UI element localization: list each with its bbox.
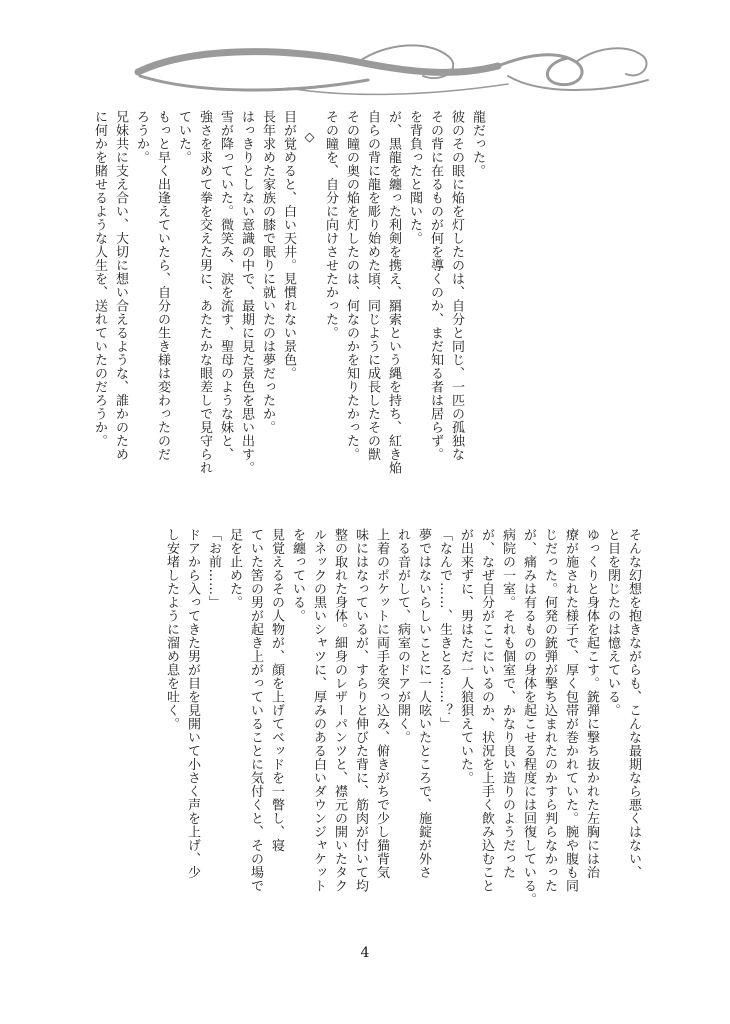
text-line: 龍だった。: [470, 110, 485, 178]
text-line: ゆっくりと身体を起こす。銃弾に撃ち抜かれた左胸には治: [584, 528, 599, 879]
text-line: その瞳を、自分に向けさせたかった。: [323, 110, 338, 340]
dialogue-line: 「お前……」: [206, 528, 221, 609]
text-line: 長年求めた家族の膝で眠りに就いたのは夢だったか。: [260, 110, 275, 434]
text-line: 強さを求めて拳を交えた男に、あたたかな眼差しで見守られ: [197, 110, 212, 475]
text-line: し安堵したように溜め息を吐く。: [164, 528, 179, 731]
text-line: 療が施された様子で、厚く包帯が巻かれていた。腕や腹も同: [563, 528, 578, 893]
text-line: ていた。: [176, 110, 191, 164]
text-line: はっきりとしない意識の中で、最期に見た景色を思い出す。: [239, 110, 254, 475]
text-line: じだった。何発の銃弾が撃ち込まれたのかすら判らなかった: [542, 528, 557, 893]
text-line: ルネックの黒いシャツに、厚みのある白いダウンジャケット: [311, 528, 326, 893]
text-line: が、黒龍を纏った利剣を携え、羂索という縄を持ち、紅き焔: [386, 110, 401, 475]
text-line: 足を止めた。: [227, 528, 242, 609]
text-line: 彼のその眼に焔を灯したのは、自分と同じ、一匹の孤独な: [449, 110, 464, 461]
text-line: 上着のポケットに両手を突っ込み、俯きがちで少し猫背気: [374, 528, 389, 879]
text-line: 見覚えるその人物が、顔を上げてベッドを一瞥し、寝: [269, 528, 284, 852]
text-line: ろうか。: [134, 110, 149, 164]
text-line: 病院の一室。それも個室で、かなり良い造りのようだった: [500, 528, 515, 879]
text-line: ドアから入ってきた男が目を見開いて小さく声を上げ、少: [185, 528, 200, 879]
text-line: 兄妹共に支え合い、大切に想い合えるような、誰かのため: [113, 110, 128, 461]
text-line: その瞳の奥の焔を灯したのは、何なのかを知りたかった。: [344, 110, 359, 461]
text-line: に何かを賭せるような人生を、送れていたのだろうか。: [92, 110, 107, 448]
text-line: もっと早く出逢えていたら、自分の生き様は変わったのだ: [155, 110, 170, 461]
text-line: その背に在るものが何を導くのか、まだ知る者は居らず。: [428, 110, 443, 461]
decorative-flourish: [128, 36, 658, 98]
page-number: 4: [360, 945, 370, 961]
text-line: ていた筈の男が起き上がっていることに気付くと、その場で: [248, 528, 263, 893]
text-line: と目を閉じたのは憶えている。: [605, 528, 620, 717]
text-line: を纏っている。: [290, 528, 305, 623]
text-line: 味にはなっているが、すらりと伸びた背に、筋肉が付いて均: [353, 528, 368, 893]
upper-text-block: [89, 110, 488, 510]
text-line: が、なぜ自分がここにいるのか、状況を上手く飲み込むこと: [479, 528, 494, 893]
text-line: が出来ずに、男はただ一人狼狽えていた。: [458, 528, 473, 785]
text-line: 整の取れた身体。細身のレザーパンツと、襟元の開いたタク: [332, 528, 347, 893]
text-line: 夢ではないらしいことに一人呟いたところで、施錠が外さ: [416, 528, 431, 879]
text-line: れる音がして、病室のドアが開く。: [395, 528, 410, 744]
text-line: 目が覚めると、白い天井。見慣れない景色。: [281, 110, 296, 380]
scene-break-diamond: ◇: [302, 130, 317, 146]
lower-text-block: [161, 528, 644, 938]
text-line: が、痛みは有るものの身体を起こせる程度には回復している。: [521, 528, 536, 906]
text-line: そんな幻想を抱きながらも、こんな最期なら悪くはない、: [626, 528, 641, 879]
text-line: 雪が降っていた。微笑み、涙を流す、聖母のような妹と、: [218, 110, 233, 461]
text-line: を背負ったと聞いた。: [407, 110, 422, 245]
dialogue-line: 「なんで……、生きとる……？」: [437, 528, 452, 731]
text-line: 自らの背に龍を彫り始めた頃、同じように成長したその獣: [365, 110, 380, 461]
